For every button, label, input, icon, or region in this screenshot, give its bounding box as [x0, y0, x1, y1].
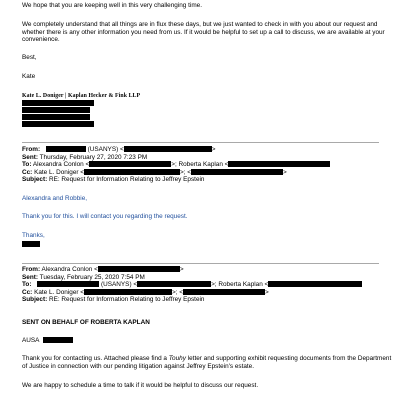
header1-cc-row: [22, 169, 287, 177]
to-suffix: (USANYS) <: [101, 281, 138, 288]
signoff-name: Kate: [22, 73, 36, 80]
header1-to-row: [22, 161, 330, 169]
subject-value: RE: Request for Information Relating to Jeffrey Epstein: [49, 176, 205, 183]
header2-cc-row: [22, 289, 269, 297]
cc-name1: Kate L. Doniger <: [34, 288, 85, 296]
cc-mid: >; <: [180, 168, 192, 176]
cc-label: Cc:: [22, 288, 33, 296]
redaction-block: [46, 146, 86, 152]
header2-from-row: [22, 266, 184, 274]
header2-sent-row: [22, 274, 145, 282]
redaction-block: [124, 146, 212, 152]
sent-label: Sent:: [22, 273, 38, 281]
from-suffix: (USANYS) <: [87, 146, 124, 153]
close-angle: >: [265, 288, 269, 296]
sent-value: Thursday, February 27, 2020 7:23 PM: [39, 153, 148, 161]
body-line-schedule: We are happy to schedule a time to talk if it would be helpful to discuss our request.: [22, 382, 259, 389]
to-name1: Alexandra Conlon <: [32, 161, 90, 168]
to-mid: >; Roberta Kaplan <: [171, 161, 229, 168]
closing-best: Best,: [22, 54, 37, 61]
redaction-block: [89, 161, 171, 167]
separator-line: [22, 142, 379, 143]
body-paragraph-check-in: We completely understand that all things are in flux these days, but we just wanted to check in with you about our request and whether there is any other information you need from us. If it would be helpful to set up a call to discuss, we are available at your convenience.: [22, 21, 385, 44]
sent-value: Tuesday, February 25, 2020 7:54 PM: [39, 273, 145, 281]
subject-value: RE: Request for Information Relating to Jeffrey Epstein: [49, 296, 205, 303]
redaction-block: [98, 266, 180, 272]
header1-subject-row: [22, 176, 204, 184]
from-label: From:: [22, 266, 41, 273]
ausa-label: AUSA: [22, 337, 40, 344]
header1-from-row: [22, 146, 215, 154]
sent-label: Sent:: [22, 153, 38, 161]
from-value: Alexandra Conlon <: [41, 266, 98, 273]
redaction-block: [228, 161, 330, 167]
subject-label: Subject:: [22, 296, 48, 303]
separator-line: [22, 263, 379, 264]
body-paragraph-touhy: Thank you for contacting us. Attached please find a Touhy letter and supporting exhibit requesting documents from the Department of Justice in connection with our pending litigation against Jeffrey Epstein's estate.: [22, 355, 392, 370]
cc-label: Cc:: [22, 168, 33, 176]
redaction-block: [37, 281, 99, 287]
reply-body: Thank you for this. I will contact you regarding the request.: [22, 213, 188, 220]
header2-to-row: [22, 281, 362, 289]
redaction-block: [268, 281, 362, 287]
redaction-block: [84, 289, 172, 295]
redaction-block: [22, 121, 94, 127]
header1-sent-row: [22, 154, 147, 162]
redaction-block: [137, 281, 211, 287]
to-label: To:: [22, 281, 32, 288]
body-line-keeping-well: We hope that you are keeping well in this very challenging time.: [22, 2, 202, 9]
redaction-block: [22, 114, 90, 120]
cc-name1: Kate L. Doniger <: [34, 168, 85, 176]
redaction-block: [43, 337, 73, 343]
close-angle: >: [179, 266, 184, 273]
to-label: To:: [22, 161, 32, 168]
signature-name: Kate L. Doniger | Kaplan Hecker & Fink LLP: [22, 93, 141, 99]
redaction-block: [191, 169, 283, 175]
redaction-block: [22, 241, 40, 247]
from-label: From:: [22, 146, 41, 153]
reply-greeting: Alexandra and Robbie,: [22, 195, 88, 202]
touhy-term: Touhy: [168, 355, 186, 362]
to-mid: >; Roberta Kaplan <: [211, 281, 269, 288]
subject-label: Subject:: [22, 176, 48, 183]
close-angle: >: [283, 168, 287, 176]
redaction-block: [22, 107, 90, 113]
reply-closing: Thanks,: [22, 232, 45, 239]
header2-subject-row: [22, 296, 204, 304]
cc-mid: >; <: [172, 288, 184, 296]
redaction-block: [183, 289, 265, 295]
sent-on-behalf: SENT ON BEHALF OF ROBERTA KAPLAN: [22, 319, 150, 326]
redaction-block: [84, 169, 180, 175]
close-angle: >: [211, 146, 216, 153]
redaction-block: [22, 100, 94, 106]
ausa-line: [22, 337, 73, 345]
